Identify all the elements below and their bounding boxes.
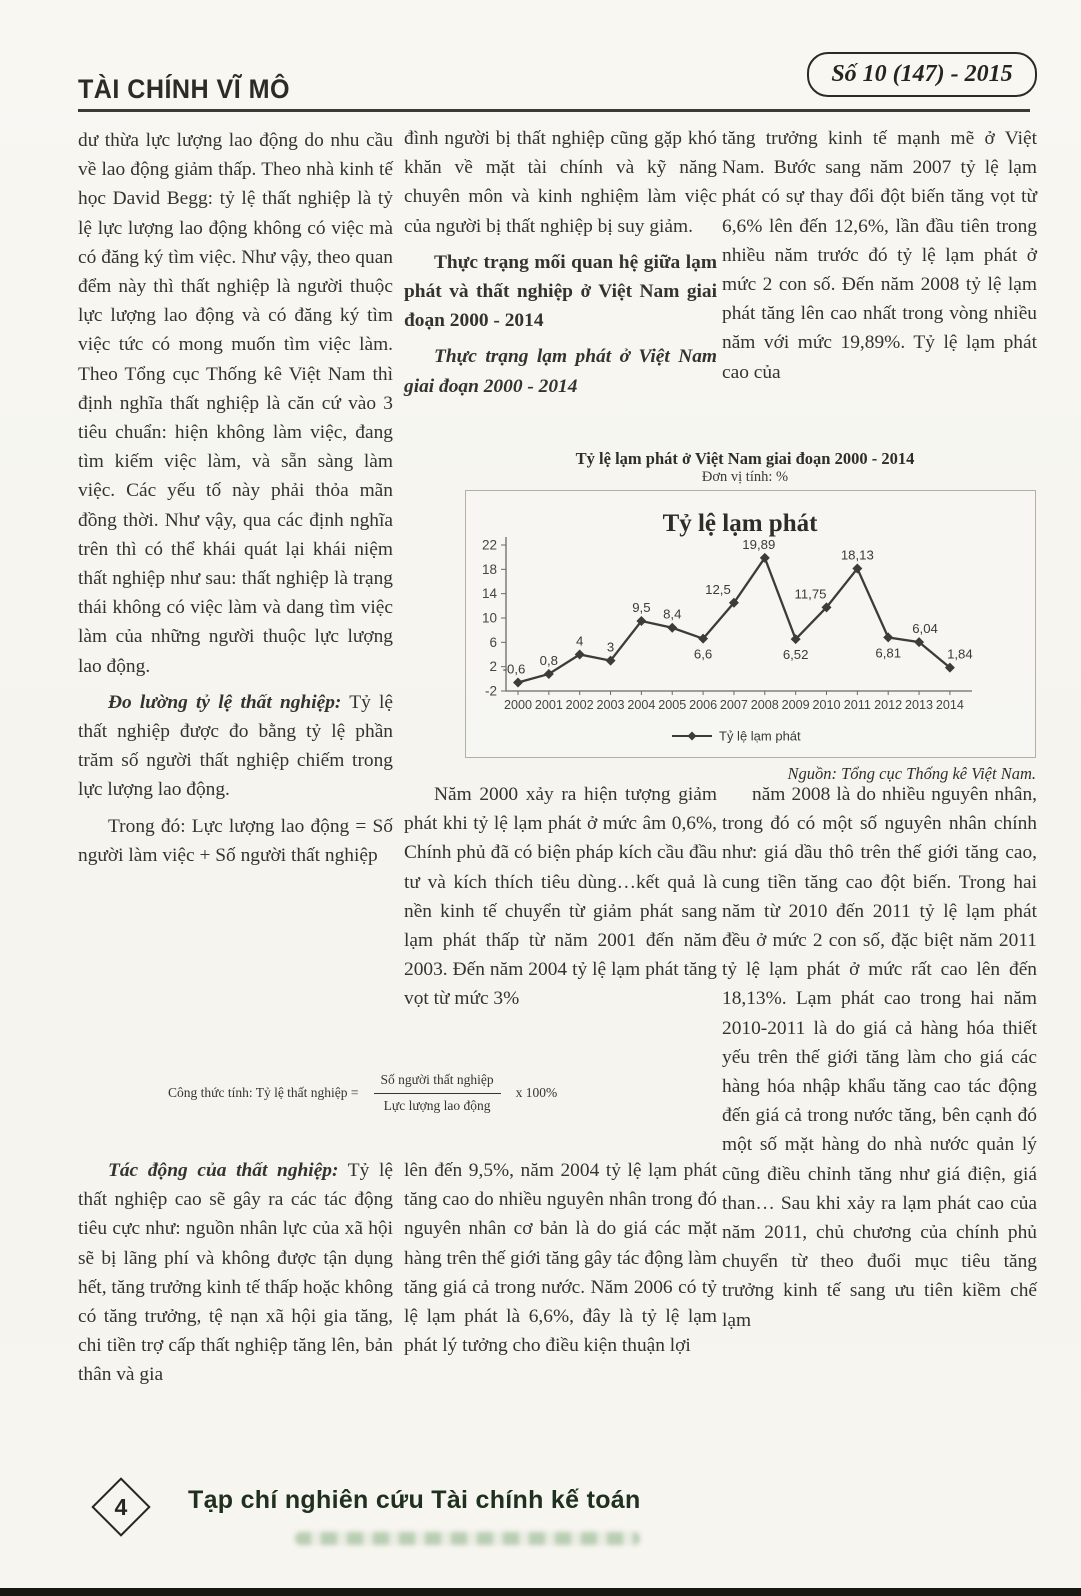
chart-unit-label: Đơn vị tính: % (701, 469, 789, 485)
subheading-measure-unemployment: Đo lường tỷ lệ thất nghiệp: (108, 691, 342, 713)
col2-paragraph-3: lên đến 9,5%, năm 2004 tỷ lệ lạm phát tăng cao do nhiều nguyên nhân trong đó nguyên nhân cơ bản là do giá các mặt hàng trên thế giới tăng gây tác động làm tăng giá cả trong nước. Năm 2006 có tỷ lệ lạm phát là 6,6%, đây là tỷ lệ lạm phát lý tưởng cho điều kiện thuận lợi (404, 1160, 717, 1357)
formula-numerator: Số người thất nghiệp (380, 1072, 494, 1087)
middle-column-mid (404, 780, 717, 1021)
svg-text:2: 2 (489, 659, 497, 675)
svg-text:-2: -2 (484, 683, 497, 699)
svg-text:2000: 2000 (503, 698, 533, 712)
svg-text:2014: 2014 (935, 698, 964, 712)
svg-text:2010: 2010 (812, 698, 841, 712)
col2-paragraph-2: Năm 2000 xảy ra hiện tượng giảm phát khi tỷ lệ lạm phát ở mức âm 0,6%, Chính phủ đã có biện pháp kích cầu đầu tư và kích thích tiêu dùng…kết quả là nền kinh tế chuyển từ giảm phát sang lạm phát thấp từ năm 2001 đến năm 2003. Đến năm 2004 tỷ lệ lạm phát tăng vọt từ mức 3% (404, 784, 717, 1010)
svg-text:2012: 2012 (874, 698, 903, 712)
right-column-bottom (722, 780, 1037, 1342)
col3-paragraph-2: năm 2008 là do nhiều nguyên nhân, trong đó có một số nguyên nhân chính như: giá dầu thô trên thế giới tăng cao, cung tiền tăng cao đột biến. Trong hai năm từ 2010 đến 2011 tỷ lệ lạm phát đều ở mức 2 con số, đặc biệt năm 2011 tỷ lệ lạm phát ở mức rất cao lên đến 18,13%. Lạm phát cao trong hai năm 2010-2011 là do giá cả hàng hóa thiết yếu trên thế giới tăng làm cho giá các hàng hóa nhập khẩu tăng cao tác động đến giá cả trong nước tăng, bên cạnh đó một số mặt hàng do nhà nước quản lý cũng điều chỉnh tăng như giá điện, giá than… Sau khi xảy ra lạm phát cao của năm 2011, chủ chương của chính phủ chuyển từ theo đuổi mục tiêu tăng trưởng kinh tế sang ưu tiên kiềm chế lạm (722, 784, 1037, 1331)
print-bleed-artifact (295, 1532, 640, 1545)
issue-badge-label: Số 10 (147) - 2015 (831, 61, 1013, 87)
svg-text:Tỷ lệ lạm phát: Tỷ lệ lạm phát (662, 510, 818, 537)
svg-text:Tỷ lệ lạm phát: Tỷ lệ lạm phát (719, 728, 801, 744)
svg-text:4: 4 (576, 633, 584, 649)
header-rule (78, 109, 1030, 112)
svg-text:18,13: 18,13 (840, 547, 874, 563)
svg-text:19,89: 19,89 (742, 536, 776, 552)
col1-paragraph-3: Trong đó: Lực lượng lao động = Số người làm việc + Số người thất nghiệp (78, 815, 393, 866)
svg-text:8,4: 8,4 (663, 606, 682, 622)
svg-text:14: 14 (481, 586, 497, 602)
svg-text:6: 6 (489, 634, 497, 650)
subheading-inflation-status: Thực trạng lạm phát ở Việt Nam giai đoạn 2000 - 2014 (404, 346, 717, 397)
svg-text:2007: 2007 (719, 698, 748, 712)
journal-footer-title: Tạp chí nghiên cứu Tài chính kế toán (188, 1486, 641, 1514)
left-column (78, 126, 393, 877)
svg-text:-0,6: -0,6 (502, 661, 526, 677)
formula-lead: Công thức tính: Tỷ lệ thất nghiệp = (168, 1085, 359, 1101)
svg-text:18: 18 (481, 561, 497, 577)
svg-text:2013: 2013 (905, 698, 934, 712)
col1-paragraph-4 (78, 1156, 393, 1390)
col1-paragraph-1: dư thừa lực lượng lao động do nhu cầu về lao động giảm thấp. Theo nhà kinh tế học David Begg: tỷ lệ thất nghiệp là tỷ lệ lực lượng lao động không có việc mà có đăng ký tìm việc. Như vậy, theo quan đểm này thì thất nghiệp là người thuộc lực lượng lao động và có đăng ký tìm việc tức có mong muốn tìm việc làm. Theo Tổng cục Thống kê Việt Nam thì định nghĩa thất nghiệp là căn cứ vào 3 tiêu chuẩn: hiện không làm việc, đang tìm kiếm việc làm, và sẵn sàng làm việc. Các yếu tố này phải thỏa mãn đồng thời. Như vậy, qua các định nghĩa trên thì có thể khái quát lại khái niệm thất nghiệp như sau: thất nghiệp là trạng thái không có việc làm và dang tìm việc làm của những người thuộc lực lượng lao động. (78, 130, 393, 677)
svg-text:2003: 2003 (596, 698, 625, 712)
svg-text:3: 3 (606, 639, 615, 655)
svg-text:2006: 2006 (689, 698, 718, 712)
section-title: TÀI CHÍNH VĨ MÔ (78, 74, 291, 104)
svg-text:22: 22 (481, 537, 497, 553)
scan-bottom-edge (0, 1588, 1081, 1596)
svg-text:2002: 2002 (565, 698, 594, 712)
chart-source: Nguồn: Tổng cục Thống kê Việt Nam. (787, 764, 1036, 783)
col1-paragraph-2 (78, 688, 393, 805)
unemployment-rate-formula (168, 1072, 557, 1115)
formula-denominator: Lực lượng lao động (374, 1093, 501, 1115)
svg-text:0,8: 0,8 (539, 652, 559, 668)
chart-frame (465, 490, 1036, 758)
right-column-top (722, 124, 1037, 394)
inflation-line-chart-svg (466, 491, 1033, 755)
inflation-chart (452, 449, 1038, 784)
svg-text:2011: 2011 (843, 698, 871, 712)
col1-paragraph-2-body: Tỷ lệ thất nghiệp được đo bằng tỷ lệ phần trăm số người thất nghiệp chiếm trong lực lượng lao động. (78, 691, 393, 801)
svg-text:12,5: 12,5 (705, 581, 731, 597)
svg-text:1,84: 1,84 (947, 646, 973, 662)
svg-text:6,04: 6,04 (912, 621, 938, 637)
svg-text:11,75: 11,75 (794, 586, 827, 602)
svg-text:2008: 2008 (750, 698, 779, 712)
svg-text:2004: 2004 (627, 698, 656, 712)
col3-paragraph-1: tăng trưởng kinh tế mạnh mẽ ở Việt Nam. Bước sang năm 2007 tỷ lệ lạm phát có sự thay đổi đột biến tăng vọt từ 6,6% lên đến 12,6%, lần đầu tiên trong nhiều năm trước đó tỷ lệ lạm phát ở mức 2 con số. Đến năm 2008 tỷ lệ lạm phát tăng lên cao nhất trong vòng nhiều năm với mức 19,89%. Tỷ lệ lạm phát cao của (722, 128, 1037, 383)
formula-fraction (371, 1072, 504, 1115)
page-number: 4 (114, 1493, 128, 1520)
col2-paragraph-1: đình người bị thất nghiệp cũng gặp khó khăn về mặt tài chính và kỹ năng chuyên môn và kinh nghiệm làm việc của người bị thất nghiệp bị suy giảm. (404, 128, 717, 237)
svg-text:10: 10 (481, 610, 497, 626)
page-number-diamond (91, 1477, 150, 1536)
formula-suffix: x 100% (515, 1085, 558, 1101)
svg-text:6,52: 6,52 (782, 647, 809, 663)
left-column-bottom (78, 1156, 393, 1397)
middle-column-bottom (404, 1156, 717, 1367)
issue-badge (807, 52, 1037, 97)
chart-caption: Tỷ lệ lạm phát ở Việt Nam giai đoạn 2000 - 2014 (575, 449, 915, 468)
svg-text:2009: 2009 (781, 698, 810, 712)
middle-column-top (404, 124, 717, 408)
svg-text:2005: 2005 (658, 698, 687, 712)
svg-text:9,5: 9,5 (632, 600, 651, 616)
subheading-unemployment-impact: Tác động của thất nghiệp: (108, 1160, 339, 1181)
col1-paragraph-4-body: Tỷ lệ thất nghiệp cao sẽ gây ra các tác động tiêu cực như: nguồn nhân lực của xã hội sẽ bị lãng phí và không được tận dụng hết, tăng trưởng kinh tế thấp hoặc không có tăng trưởng, tệ nạn xã hội gia tăng, chi tiền trợ cấp thất nghiệp tăng lên, bản thân và gia (78, 1160, 393, 1386)
heading-inflation-unemployment: Thực trạng mối quan hệ giữa lạm phát và thất nghiệp ở Việt Nam giai đoạn 2000 - 2014 (404, 251, 717, 332)
svg-text:6,6: 6,6 (693, 646, 713, 662)
svg-text:6,81: 6,81 (875, 645, 902, 661)
svg-text:2001: 2001 (534, 698, 563, 712)
